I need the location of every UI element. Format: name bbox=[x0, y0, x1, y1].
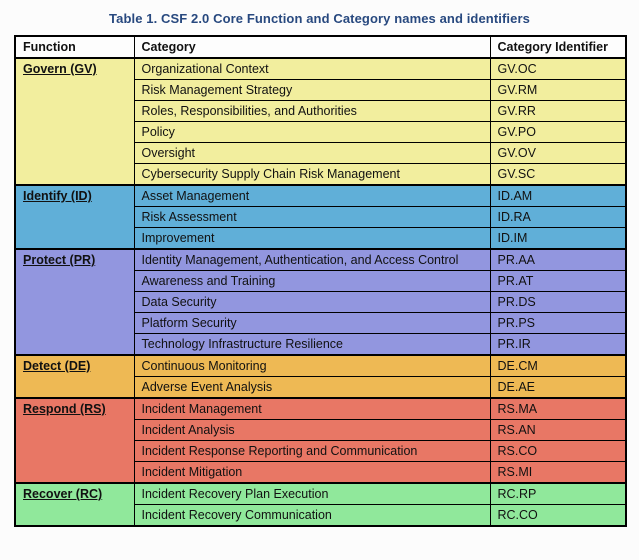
header-category-identifier: Category Identifier bbox=[490, 36, 626, 58]
identifier-cell: GV.PO bbox=[490, 122, 626, 143]
category-cell: Incident Recovery Communication bbox=[134, 505, 490, 527]
identifier-cell: ID.RA bbox=[490, 207, 626, 228]
category-cell: Incident Response Reporting and Communication bbox=[134, 441, 490, 462]
category-cell: Awareness and Training bbox=[134, 271, 490, 292]
identifier-cell: RS.MA bbox=[490, 398, 626, 420]
function-cell: Identify (ID) bbox=[15, 185, 134, 249]
category-cell: Risk Assessment bbox=[134, 207, 490, 228]
identifier-cell: RS.MI bbox=[490, 462, 626, 484]
identifier-cell: GV.OV bbox=[490, 143, 626, 164]
identifier-cell: PR.PS bbox=[490, 313, 626, 334]
table-body bbox=[15, 58, 626, 526]
function-cell: Respond (RS) bbox=[15, 398, 134, 483]
category-cell: Roles, Responsibilities, and Authorities bbox=[134, 101, 490, 122]
category-cell: Improvement bbox=[134, 228, 490, 250]
identifier-cell: DE.AE bbox=[490, 377, 626, 399]
category-cell: Asset Management bbox=[134, 185, 490, 207]
table-row bbox=[15, 249, 626, 271]
category-cell: Policy bbox=[134, 122, 490, 143]
category-cell: Adverse Event Analysis bbox=[134, 377, 490, 399]
table-row bbox=[15, 355, 626, 377]
identifier-cell: DE.CM bbox=[490, 355, 626, 377]
function-cell: Protect (PR) bbox=[15, 249, 134, 355]
identifier-cell: PR.AA bbox=[490, 249, 626, 271]
identifier-cell: ID.IM bbox=[490, 228, 626, 250]
identifier-cell: GV.OC bbox=[490, 58, 626, 80]
category-cell: Organizational Context bbox=[134, 58, 490, 80]
table-caption: Table 1. CSF 2.0 Core Function and Category names and identifiers bbox=[109, 11, 530, 26]
table-row bbox=[15, 398, 626, 420]
function-cell: Recover (RC) bbox=[15, 483, 134, 526]
category-cell: Incident Recovery Plan Execution bbox=[134, 483, 490, 505]
category-cell: Incident Analysis bbox=[134, 420, 490, 441]
identifier-cell: GV.RM bbox=[490, 80, 626, 101]
category-cell: Risk Management Strategy bbox=[134, 80, 490, 101]
identifier-cell: RS.AN bbox=[490, 420, 626, 441]
identifier-cell: RS.CO bbox=[490, 441, 626, 462]
header-category: Category bbox=[134, 36, 490, 58]
category-cell: Technology Infrastructure Resilience bbox=[134, 334, 490, 356]
identifier-cell: GV.SC bbox=[490, 164, 626, 186]
identifier-cell: RC.RP bbox=[490, 483, 626, 505]
identifier-cell: GV.RR bbox=[490, 101, 626, 122]
header-function: Function bbox=[15, 36, 134, 58]
category-cell: Incident Management bbox=[134, 398, 490, 420]
function-cell: Govern (GV) bbox=[15, 58, 134, 185]
category-cell: Incident Mitigation bbox=[134, 462, 490, 484]
category-cell: Continuous Monitoring bbox=[134, 355, 490, 377]
identifier-cell: RC.CO bbox=[490, 505, 626, 527]
csf-core-table bbox=[14, 35, 627, 527]
identifier-cell: PR.AT bbox=[490, 271, 626, 292]
identifier-cell: PR.IR bbox=[490, 334, 626, 356]
identifier-cell: ID.AM bbox=[490, 185, 626, 207]
category-cell: Oversight bbox=[134, 143, 490, 164]
identifier-cell: PR.DS bbox=[490, 292, 626, 313]
table-row bbox=[15, 185, 626, 207]
table-row bbox=[15, 483, 626, 505]
header-row bbox=[15, 36, 626, 58]
category-cell: Data Security bbox=[134, 292, 490, 313]
function-cell: Detect (DE) bbox=[15, 355, 134, 398]
category-cell: Identity Management, Authentication, and Access Control bbox=[134, 249, 490, 271]
category-cell: Cybersecurity Supply Chain Risk Management bbox=[134, 164, 490, 186]
table-row bbox=[15, 58, 626, 80]
category-cell: Platform Security bbox=[134, 313, 490, 334]
